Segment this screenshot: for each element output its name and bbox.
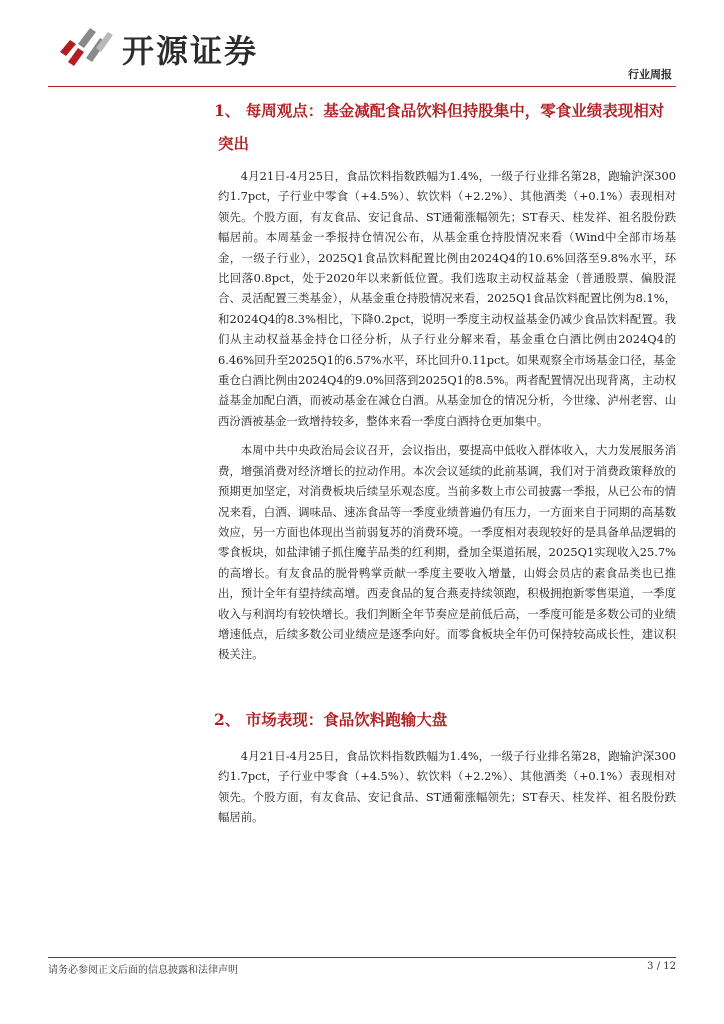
- section-1-heading: [48, 94, 676, 160]
- section-1-paragraph-1: 4月21日-4月25日，食品饮料指数跌幅为1.4%，一级子行业排名第28，跑输沪深300约1.7pct，子行业中零食（+4.5%）、软饮料（+2.2%）、其他酒类（+0.1%）表现相对领先。个股方面，有友食品、安记食品、ST通葡涨幅领先；ST春天、桂发祥、祖名股份跌幅居前。本周基金一季报持仓情况公布，从基金重仓持股情况来看（Wind中全部市场基金，一级子行业），2025Q1食品饮料配置比例由2024Q4的10.6%回落至9.8%水平，环比回落0.8pct，处于2020年以来新低位置。我们选取主动权益基金（普通股票、偏股混合、灵活配置三类基金），从基金重仓持股情况来看，2025Q1食品饮料配置比例为8.1%，和2024Q4的8.3%相比，下降0.2pct，说明一季度主动权益基金仍减少食品饮料配置。我们从主动权益基金持仓口径分析，从子行业分解来看，基金重仓白酒比例由2024Q4的6.46%回升至2025Q1的6.57%水平，环比回升0.11pct。如果观察全市场基金口径，基金重仓白酒比例由2024Q4的9.0%回落到2025Q1的8.5%。两者配置情况出现背离，主动权益基金加配白酒，而被动基金在减仓白酒。从基金加仓的情况分析，今世缘、泸州老窖、山西汾酒被基金一致增持较多，整体来看一季度白酒持仓更加集中。: [218, 169, 676, 428]
- header-divider: [48, 86, 676, 87]
- section-2-paragraph-1: 4月21日-4月25日，食品饮料指数跌幅为1.4%，一级子行业排名第28，跑输沪深300约1.7pct，子行业中零食（+4.5%）、软饮料（+2.2%）、其他酒类（+0.1%）表现相对领先。个股方面，有友食品、安记食品、ST通葡涨幅领先；ST春天、桂发祥、祖名股份跌幅居前。: [218, 748, 676, 824]
- section-1-paragraph-2: 本周中共中央政治局会议召开，会议指出，要提高中低收入群体收入，大力发展服务消费，增强消费对经济增长的拉动作用。本次会议延续的此前基调，我们对于消费政策释放的预期更加坚定，对消费板块后续呈乐观态度。当前多数上市公司披露一季报，从已公布的情况来看，白酒、调味品、速冻食品等一季度业绩普遍仍有压力，一方面来自于同期的高基数效应，另一方面也体现出当前弱复苏的消费环境。一季度相对表现较好的是具备单品逻辑的零食板块，如盐津铺子抓住魔芋品类的红利期，叠加全渠道拓展，2025Q1实现收入25.7%的高增长。有友食品的脱骨鸭掌贡献一季度主要收入增量，山姆会员店的素食品类也已推出，预计全年有望持续高增。西麦食品的复合燕麦持续领跑，积极拥抱新零售渠道，一季度收入与利润均有较快增长。我们判断全年节奏应是前低后高，一季度可能是多数公司的业绩增速低点，后续多数公司业绩应是逐季向好。而零食板块全年仍可保持较高成长性，建议积极关注。: [218, 443, 676, 662]
- brand-logo-icon: [56, 22, 116, 68]
- section-weekly-view: [48, 94, 676, 665]
- document-type: 行业周报: [628, 68, 672, 81]
- report-body: [48, 88, 676, 827]
- section-market-performance: [48, 703, 676, 828]
- footer-disclaimer: 请务必参阅正文后面的信息披露和法律声明: [48, 965, 238, 976]
- section-2-number: 2、: [214, 709, 241, 729]
- section-1-number: 1、: [214, 101, 241, 120]
- page-number: 3 / 12: [647, 961, 676, 972]
- section-2-heading: [48, 703, 676, 736]
- brand-name: 开源证券: [122, 32, 259, 70]
- section-2-title: 市场表现：食品饮料跑输大盘: [245, 709, 448, 729]
- section-1-title: 每周观点：基金减配食品饮料但持股集中，零食业绩表现相对突出: [218, 101, 665, 153]
- page-header: [48, 16, 676, 84]
- brand-logo: [56, 22, 306, 72]
- footer-divider: [48, 957, 676, 958]
